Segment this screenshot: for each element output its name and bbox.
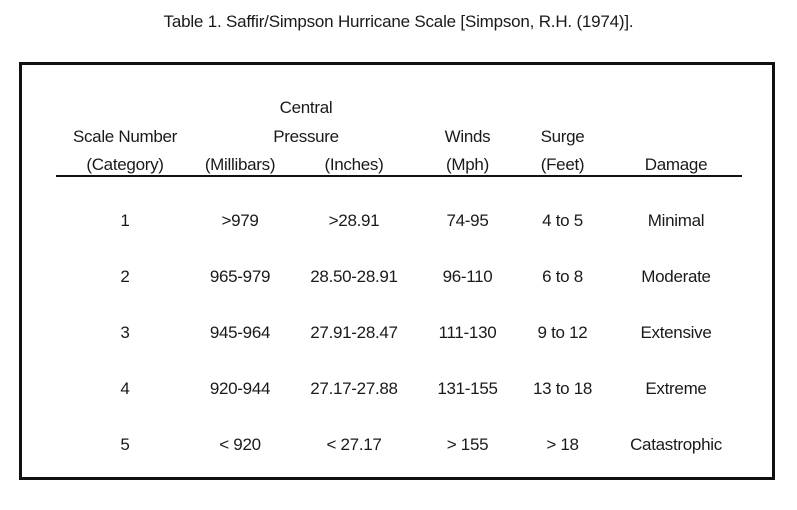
- table-cell-inches: 27.17-27.88: [310, 379, 398, 398]
- table-cell-category: 1: [120, 211, 130, 230]
- table-cell-category: 5: [120, 435, 130, 454]
- table-cell-winds: 74-95: [446, 211, 489, 230]
- table-cell-inches: < 27.17: [326, 435, 382, 454]
- header-winds: Winds: [444, 127, 491, 146]
- table-cell-surge: 6 to 8: [542, 267, 583, 286]
- table-cell-winds: 131-155: [437, 379, 498, 398]
- table-cell-winds: > 155: [446, 435, 489, 454]
- table-cell-damage: Extensive: [640, 323, 712, 342]
- table-cell-surge: > 18: [546, 435, 579, 454]
- header-pressure: Pressure: [273, 127, 339, 146]
- table-cell-millibars: < 920: [219, 435, 261, 454]
- header-surge: Surge: [540, 127, 585, 146]
- table-cell-inches: 28.50-28.91: [310, 267, 398, 286]
- table-cell-inches: 27.91-28.47: [310, 323, 398, 342]
- table-cell-surge: 4 to 5: [542, 211, 583, 230]
- header-central: Central: [279, 98, 333, 117]
- table-cell-winds: 96-110: [442, 267, 493, 286]
- table-cell-millibars: 965-979: [209, 267, 271, 286]
- table-cell-damage: Catastrophic: [630, 435, 722, 454]
- header-feet: (Feet): [540, 155, 585, 174]
- header-category: (Category): [86, 155, 164, 174]
- table-cell-millibars: >979: [221, 211, 259, 230]
- table-cell-category: 3: [120, 323, 130, 342]
- table-cell-millibars: 920-944: [209, 379, 271, 398]
- table-cell-damage: Extreme: [645, 379, 707, 398]
- table-caption: Table 1. Saffir/Simpson Hurricane Scale [Simpson, R.H. (1974)].: [163, 12, 634, 31]
- table-cell-category: 2: [120, 267, 130, 286]
- table-cell-damage: Minimal: [647, 211, 705, 230]
- table-cell-inches: >28.91: [328, 211, 380, 230]
- header-mph: (Mph): [446, 155, 489, 174]
- table-cell-category: 4: [120, 379, 130, 398]
- table-cell-damage: Moderate: [641, 267, 711, 286]
- table-cell-winds: 111-130: [438, 323, 497, 342]
- table-cell-surge: 9 to 12: [537, 323, 588, 342]
- header-scale-number: Scale Number: [72, 127, 178, 146]
- header-rule: [56, 175, 742, 177]
- header-damage: Damage: [644, 155, 708, 174]
- table-cell-surge: 13 to 18: [532, 379, 593, 398]
- header-inches: (Inches): [324, 155, 384, 174]
- header-millibars: (Millibars): [204, 155, 276, 174]
- table-cell-millibars: 945-964: [209, 323, 271, 342]
